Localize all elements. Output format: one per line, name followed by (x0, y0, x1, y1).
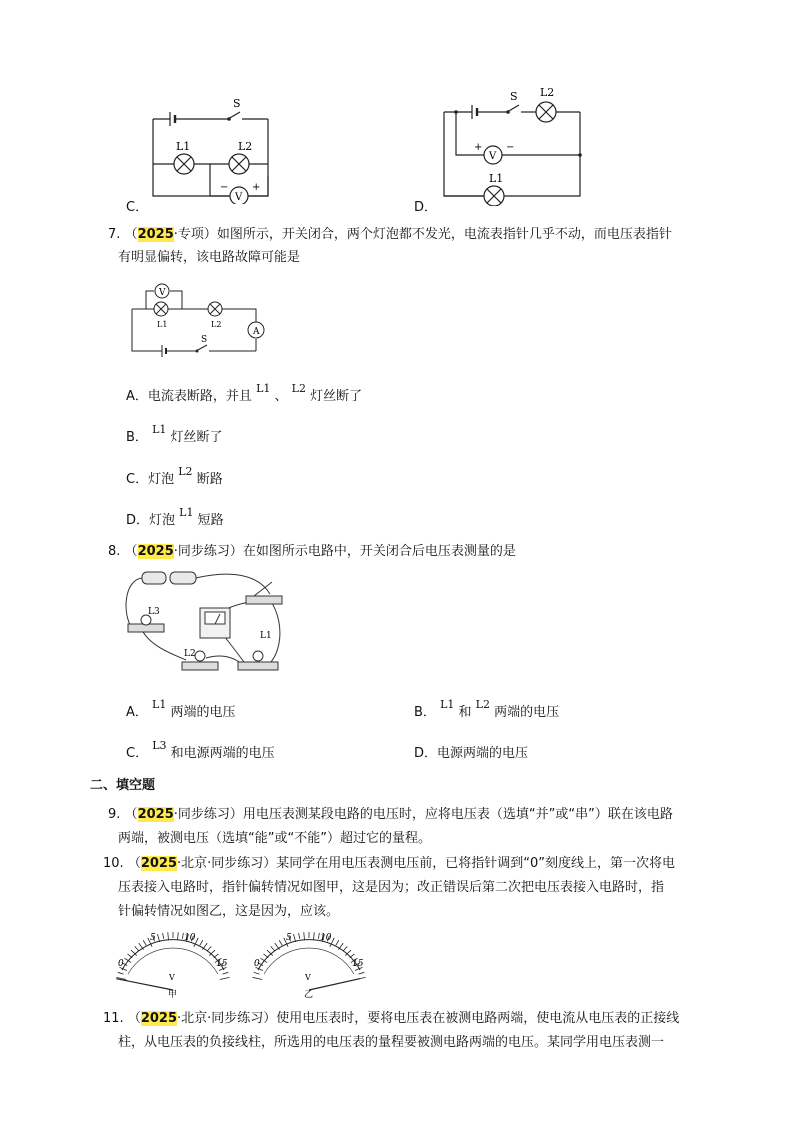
lamp-l2-label: L2 (540, 86, 555, 99)
circuit-figure-c (140, 92, 280, 204)
unit-label: V (305, 973, 311, 982)
tick-label-15: 15 (352, 959, 364, 969)
dial-tick (158, 934, 160, 942)
dial-tick (200, 940, 203, 945)
tick-label-10: 10 (184, 933, 196, 943)
symbol-l1: L1 (152, 423, 167, 436)
switch-label: S (510, 90, 518, 103)
question-11-line-2: 柱，从电压表的负接线柱，所选用的电压表的量程要被测电路两端的电压。某同学用电压表测一 (118, 1035, 665, 1050)
question-source: ·北京·同步练习） (177, 1011, 277, 1026)
minus-label: − (220, 182, 229, 193)
dial-tick (168, 932, 169, 940)
switch-label: S (201, 335, 208, 345)
lamp-l1-label: L1 (260, 631, 272, 641)
voltmeter-label: V (235, 192, 243, 203)
dial-tick (304, 932, 305, 940)
lamp-l2-label: L2 (184, 649, 196, 659)
lamp-l1-label: L1 (157, 320, 168, 329)
plus-label: + (474, 142, 483, 153)
year-highlight: 2025 (140, 856, 178, 871)
question-text: 在如图所示电路中，开关闭合后电压表测量的是 (242, 544, 516, 559)
question-text: 使用电压表时，要将电压表在被测电路两端，使电流从电压表的正接线 (276, 1011, 680, 1026)
dial-caption: 甲 (168, 990, 178, 998)
dial-tick (143, 940, 146, 945)
year-highlight: 2025 (137, 807, 174, 822)
q8-option-b[interactable]: B． L1 和 L2 两端的电压 (414, 698, 560, 720)
q7-option-b[interactable]: B． L1 灯丝断了 (126, 423, 223, 445)
tick-label-0: 0 (118, 959, 124, 969)
dial-tick (343, 946, 347, 951)
q8-option-c[interactable]: C． L3 和电源两端的电压 (126, 739, 275, 761)
question-11-line-1: 11. （2025·北京·同步练习）使用电压表时，要将电压表在被测电路两端，使电流从电压表的正接线 (103, 1011, 680, 1026)
dial-tick (336, 940, 339, 945)
needle (116, 979, 173, 990)
dial-tick (359, 972, 365, 974)
question-7-circuit-figure (124, 281, 272, 359)
question-number: 9. (108, 807, 121, 822)
q7-option-c[interactable]: C．灯泡 L2 断路 (126, 465, 223, 487)
question-source: ·专项） (173, 227, 217, 242)
symbol-l1: L1 (440, 698, 455, 711)
lamp-l3-label: L3 (148, 607, 160, 617)
dial-tick (118, 972, 124, 974)
q8-option-d[interactable]: D．电源两端的电压 (414, 746, 529, 761)
question-source: ·同步练习） (173, 807, 243, 822)
needle (309, 979, 360, 990)
question-number: 8. (108, 544, 121, 559)
question-number: 10. (103, 856, 124, 871)
dial-tick (254, 972, 260, 974)
dial-tick (214, 954, 219, 958)
voltmeter-label: V (489, 151, 497, 162)
q8-option-a[interactable]: A． L1 两端的电压 (126, 698, 236, 720)
question-9-line-2: 两端，被测电压（选填“能”或“不能”）超过它的量程。 (118, 831, 431, 846)
q7-option-d[interactable]: D．灯泡 L1 短路 (126, 506, 224, 528)
option-c-label: C． (126, 200, 149, 215)
question-source: ·北京·同步练习） (177, 856, 277, 871)
dial-tick (299, 933, 300, 939)
minus-label: − (506, 142, 515, 153)
tick-label-0: 0 (254, 959, 260, 969)
year-highlight: 2025 (137, 227, 174, 242)
tick-label-10: 10 (320, 933, 332, 943)
question-text: 某同学在用电压表测电压前，已将指针调到“0”刻度线上，第一次将电 (276, 856, 676, 871)
year-highlight: 2025 (137, 544, 174, 559)
switch-label: S (233, 97, 241, 110)
dial-tick (128, 954, 133, 958)
q7-option-a[interactable]: A．电流表断路，并且 L1 、 L2 灯丝断了 (126, 382, 363, 404)
question-9-line-1: 9. （2025·同步练习）用电压表测某段电路的电压时，应将电压表（选填“并”或“串”）联在该电路 (108, 807, 673, 822)
dial-tick (271, 946, 275, 951)
question-10-line-3: 针偏转情况如图乙，这是因为，应该。 (118, 904, 340, 919)
dial-tick (294, 934, 296, 942)
symbol-l1: L1 (152, 698, 167, 711)
ammeter-label: A (253, 327, 260, 337)
lamp-l2-label: L2 (238, 140, 253, 153)
symbol-l3: L3 (152, 739, 167, 752)
question-7-line-2: 有明显偏转，该电路故障可能是 (118, 250, 301, 265)
unit-label: V (169, 973, 175, 982)
symbol-l2: L2 (291, 382, 306, 395)
dial-caption: 乙 (304, 990, 314, 998)
tick-label-15: 15 (216, 959, 228, 969)
voltmeter-label: V (159, 288, 166, 298)
question-text: 用电压表测某段电路的电压时，应将电压表（选填“并”或“串”）联在该电路 (242, 807, 673, 822)
dial-tick (207, 946, 211, 951)
question-number: 11. (103, 1011, 124, 1026)
question-8-line-1: 8. （2025·同步练习）在如图所示电路中，开关闭合后电压表测量的是 (108, 544, 516, 559)
lamp-l1-label: L1 (176, 140, 191, 153)
question-8-physical-circuit (120, 566, 292, 678)
option-d-label: D． (414, 200, 438, 215)
dial-tick (135, 946, 139, 951)
plus-label: + (252, 182, 261, 193)
circuit-figure-d (432, 84, 592, 206)
question-10-line-1: 10. （2025·北京·同步练习）某同学在用电压表测电压前，已将指针调到“0”刻度线上，第一次将电 (103, 856, 676, 871)
question-source: ·同步练习） (173, 544, 243, 559)
symbol-l2: L2 (475, 698, 490, 711)
dial-tick (350, 954, 355, 958)
voltmeter-dial-jia (112, 928, 234, 998)
question-7-line-1: 7. （2025·专项）如图所示，开关闭合，两个灯泡都不发光，电流表指针几乎不动，而电压表指针 (108, 227, 672, 242)
symbol-l2: L2 (178, 465, 193, 478)
dial-tick (264, 954, 269, 958)
dial-tick (279, 940, 282, 945)
question-10-line-2: 压表接入电路时，指针偏转情况如图甲，这是因为；改正错误后第二次把电压表接入电路时，指 (118, 880, 665, 895)
year-highlight: 2025 (140, 1011, 178, 1026)
lamp-l2-label: L2 (211, 320, 222, 329)
dial-tick (163, 933, 164, 939)
symbol-l1: L1 (256, 382, 271, 395)
question-number: 7. (108, 227, 121, 242)
dial-tick (177, 932, 178, 940)
question-text: 如图所示，开关闭合，两个灯泡都不发光，电流表指针几乎不动，而电压表指针 (216, 227, 672, 242)
lamp-l1-label: L1 (489, 172, 504, 185)
voltmeter-dial-yi (248, 928, 370, 998)
symbol-l1: L1 (179, 506, 194, 519)
dial-tick (313, 932, 314, 940)
tick-label-5: 5 (286, 933, 292, 943)
tick-label-5: 5 (150, 933, 156, 943)
dial-tick (252, 977, 262, 979)
dial-tick (220, 977, 230, 979)
section-title: 二、填空题 (90, 778, 156, 793)
dial-tick (223, 972, 229, 974)
